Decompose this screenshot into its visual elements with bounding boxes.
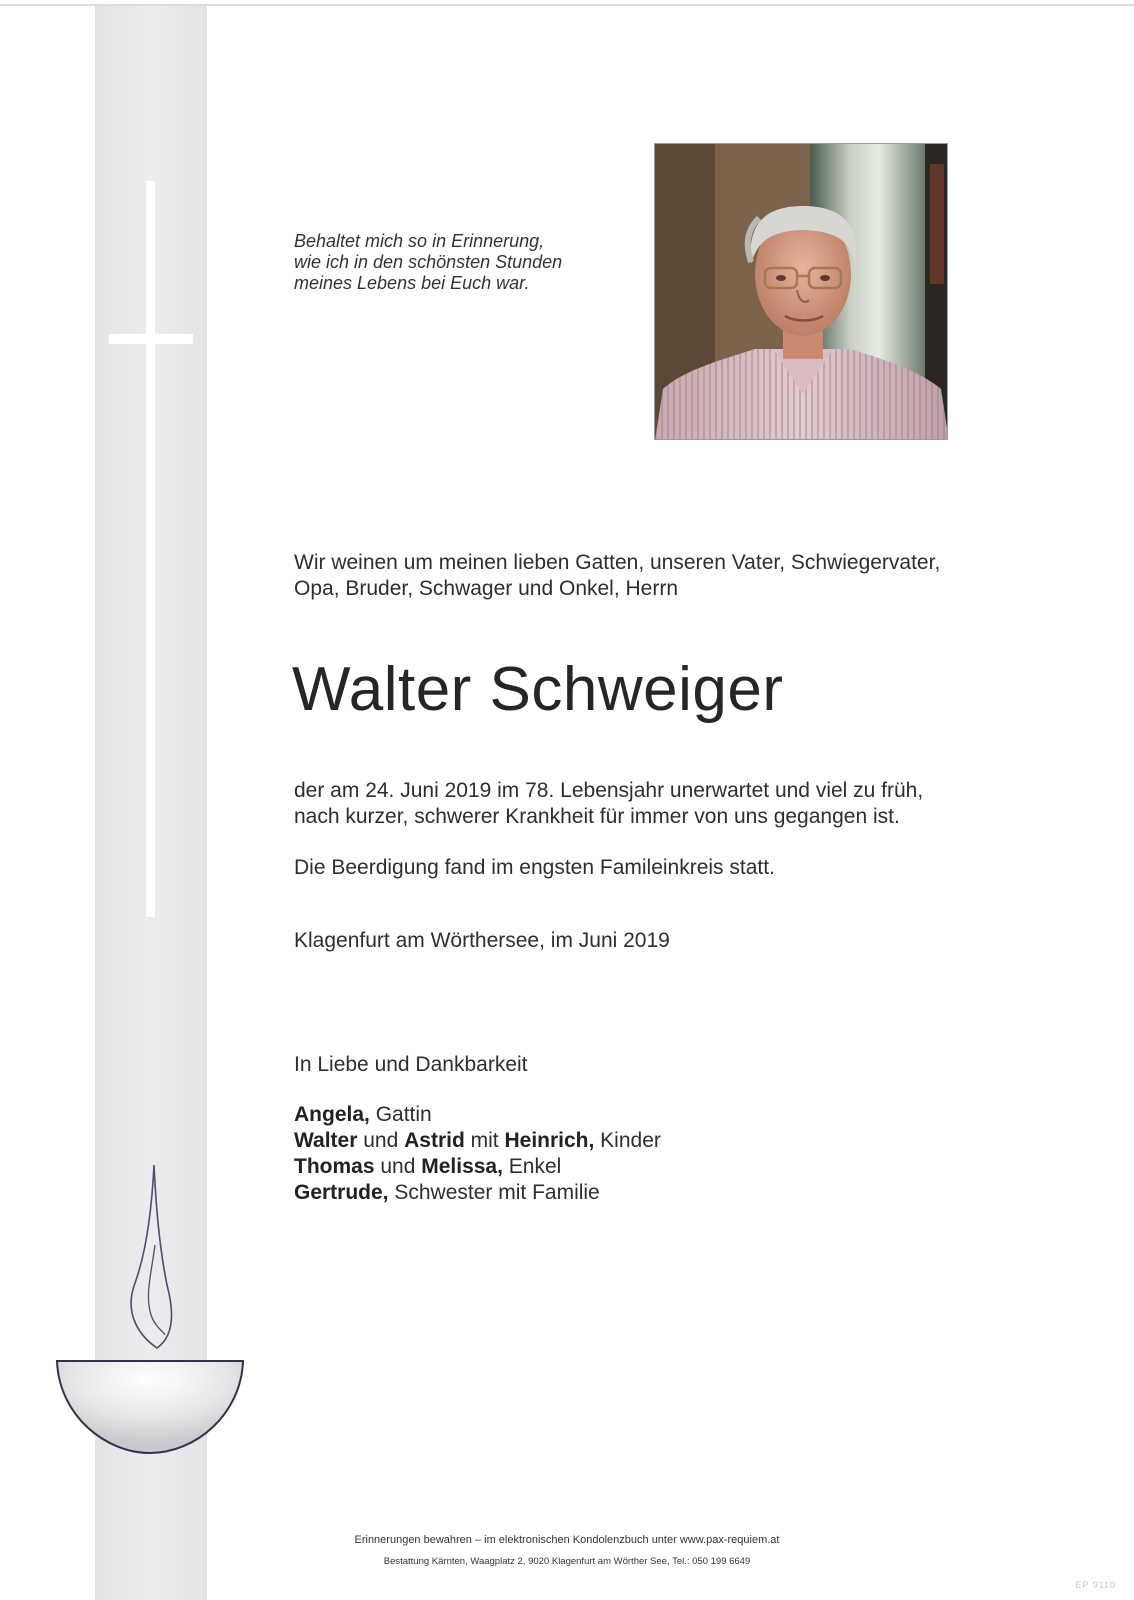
death-notice (294, 778, 923, 830)
mourner-relation: und (374, 1155, 422, 1178)
mourner-relation: Kinder (594, 1129, 661, 1152)
quote-line: Behaltet mich so in Erinnerung, (294, 231, 545, 251)
mourner-name: Heinrich, (504, 1129, 595, 1152)
mourners-list (294, 1102, 661, 1206)
intro-text (294, 550, 940, 602)
cross-icon (146, 181, 155, 917)
deceased-name: Walter Schweiger (292, 655, 784, 724)
mourner-line (294, 1102, 661, 1128)
funeral-note: Die Beerdigung fand im engsten Famileinkreis statt. (294, 856, 775, 879)
mourner-line (294, 1154, 661, 1180)
mourner-name: Thomas (294, 1155, 375, 1178)
candle-bowl-icon (55, 1165, 245, 1465)
memorial-quote (294, 231, 614, 294)
intro-line: Opa, Bruder, Schwager und Onkel, Herrn (294, 577, 679, 600)
cross-icon-bar (109, 334, 193, 344)
quote-line: meines Lebens bei Euch war. (294, 273, 530, 293)
mourner-name: Angela, (294, 1103, 370, 1126)
mourner-line (294, 1180, 661, 1206)
mourner-name: Astrid (404, 1129, 465, 1152)
death-notice-line: nach kurzer, schwerer Krankheit für immer von uns gegangen ist. (294, 805, 900, 828)
mourner-relation: mit (464, 1129, 505, 1152)
footer-condolence-line: Erinnerungen bewahren – im elektronischen Kondolenzbuch unter www.pax-requiem.at (354, 1534, 780, 1546)
place-date: Klagenfurt am Wörthersee, im Juni 2019 (294, 929, 670, 952)
gratitude-line: In Liebe und Dankbarkeit (294, 1053, 528, 1076)
footer-funeral-home: Bestattung Kärnten, Waagplatz 2, 9020 Klagenfurt am Wörther See, Tel.: 050 199 6649 (383, 1556, 751, 1567)
death-notice-line: der am 24. Juni 2019 im 78. Lebensjahr unerwartet und viel zu früh, (294, 779, 924, 802)
flame-icon (131, 1165, 171, 1348)
mourner-name: Gertrude, (294, 1181, 389, 1204)
mourner-name: Melissa, (421, 1155, 503, 1178)
mourner-relation: Gattin (369, 1103, 432, 1126)
mourner-relation: Schwester mit Familie (388, 1181, 600, 1204)
mourner-line (294, 1128, 661, 1154)
mourner-relation: Enkel (502, 1155, 562, 1178)
intro-line: Wir weinen um meinen lieben Gatten, unseren Vater, Schwiegervater, (294, 551, 941, 574)
template-code: EP 9110 (1075, 1580, 1116, 1590)
quote-line: wie ich in den schönsten Stunden (294, 252, 563, 272)
portrait-photo (654, 143, 948, 440)
mourner-relation: und (357, 1129, 405, 1152)
mourner-name: Walter (294, 1129, 358, 1152)
